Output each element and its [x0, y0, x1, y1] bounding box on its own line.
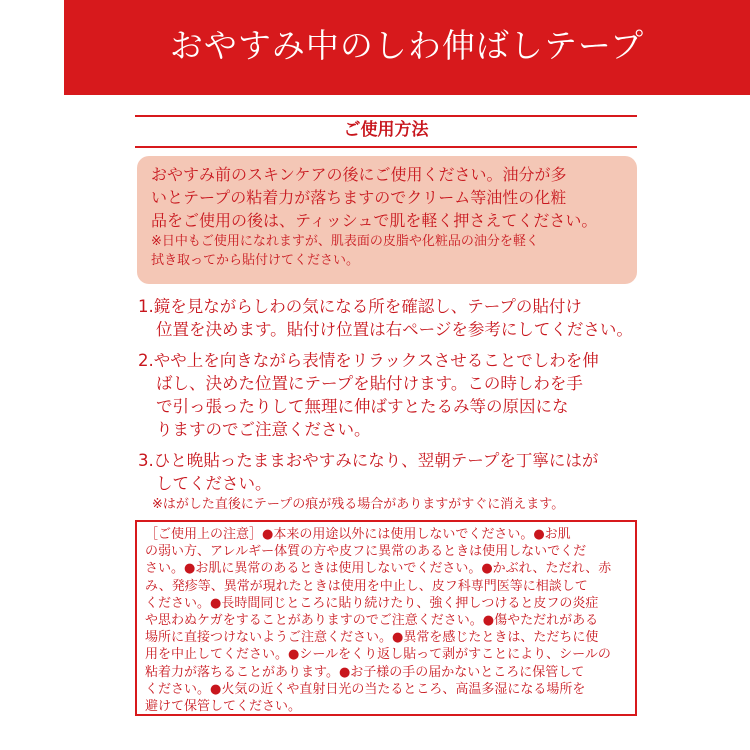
intro-note-line: 拭き取ってから貼付けてください。 — [151, 253, 360, 268]
caution-line: ください。●長時間同じところに貼り続けたり、強く押しつけると皮フの炎症 — [145, 595, 599, 611]
step-line: 3.ひと晩貼ったままおやすみになり、翌朝テープを丁寧にはが — [138, 451, 599, 470]
caution-line: ［ご使用上の注意］●本来の用途以外には使用しないでください。●お肌 — [145, 527, 571, 542]
step-line: 2.やや上を向きながら表情をリラックスさせることでしわを伸 — [138, 351, 599, 370]
intro-line: いとテープの粘着力が落ちますのでクリーム等油性の化粧 — [151, 188, 567, 207]
caution-line: や思わぬケガをすることがありますのでご注意ください。●傷やただれがある — [145, 613, 599, 629]
step-2 — [138, 349, 643, 441]
step-1 — [138, 295, 643, 341]
step-note: ※はがした直後にテープの痕が残る場合がありますがすぐに消えます。 — [152, 497, 565, 512]
caution-line: さい。●お肌に異常のあるときは使用しないでください。●かぶれ、ただれ、赤 — [145, 561, 612, 577]
caution-line: み、発疹等、異常が現れたときは使用を中止し、皮フ科専門医等に相談して — [145, 578, 588, 594]
heading-top-rule — [135, 115, 637, 117]
step-3 — [138, 449, 643, 515]
caution-line: 場所に直接つけないようご注意ください。●異常を感じたときは、ただちに使 — [145, 630, 599, 646]
step-line: 1.鏡を見ながらしわの気になる所を確認し、テープの貼付け — [138, 297, 582, 316]
caution-line: ください。●火気の近くや直射日光の当たるところ、高温多湿になる場所を — [145, 681, 586, 697]
step-line: りますのでご注意ください。 — [156, 420, 371, 439]
title-banner — [64, 0, 750, 95]
product-title: おやすみ中のしわ伸ばしテープ — [169, 26, 645, 65]
usage-heading: ご使用方法 — [343, 120, 429, 140]
usage-intro-box — [137, 156, 637, 284]
caution-line: 粘着力が落ちることがあります。●お子様の手の届かないところに保管して — [145, 664, 585, 680]
step-line: 位置を決めます。貼付け位置は右ページを参考にしてください。 — [156, 320, 633, 339]
caution-line: 用を中止してください。●シールをくり返し貼って剥がすことにより、シールの — [145, 647, 611, 663]
caution-box — [135, 520, 637, 716]
caution-line: 避けて保管してください。 — [145, 699, 302, 715]
intro-note-line: ※日中もご使用になれますが、肌表面の皮脂や化粧品の油分を軽く — [151, 234, 539, 249]
caution-line: の弱い方、アレルギー体質の方や皮フに異常のあるときは使用しないでくだ — [145, 544, 587, 560]
usage-steps — [138, 295, 643, 523]
step-line: ばし、決めた位置にテープを貼付けます。この時しわを手 — [156, 374, 583, 393]
intro-line: 品をご使用の後は、ティッシュで肌を軽く押さえてください。 — [151, 211, 598, 230]
step-line: で引っ張ったりして無理に伸ばすとたるみ等の原因にな — [156, 397, 569, 416]
intro-line: おやすみ前のスキンケアの後にご使用ください。油分が多 — [151, 165, 567, 184]
heading-bottom-rule — [135, 146, 637, 148]
step-line: してください。 — [156, 474, 272, 493]
